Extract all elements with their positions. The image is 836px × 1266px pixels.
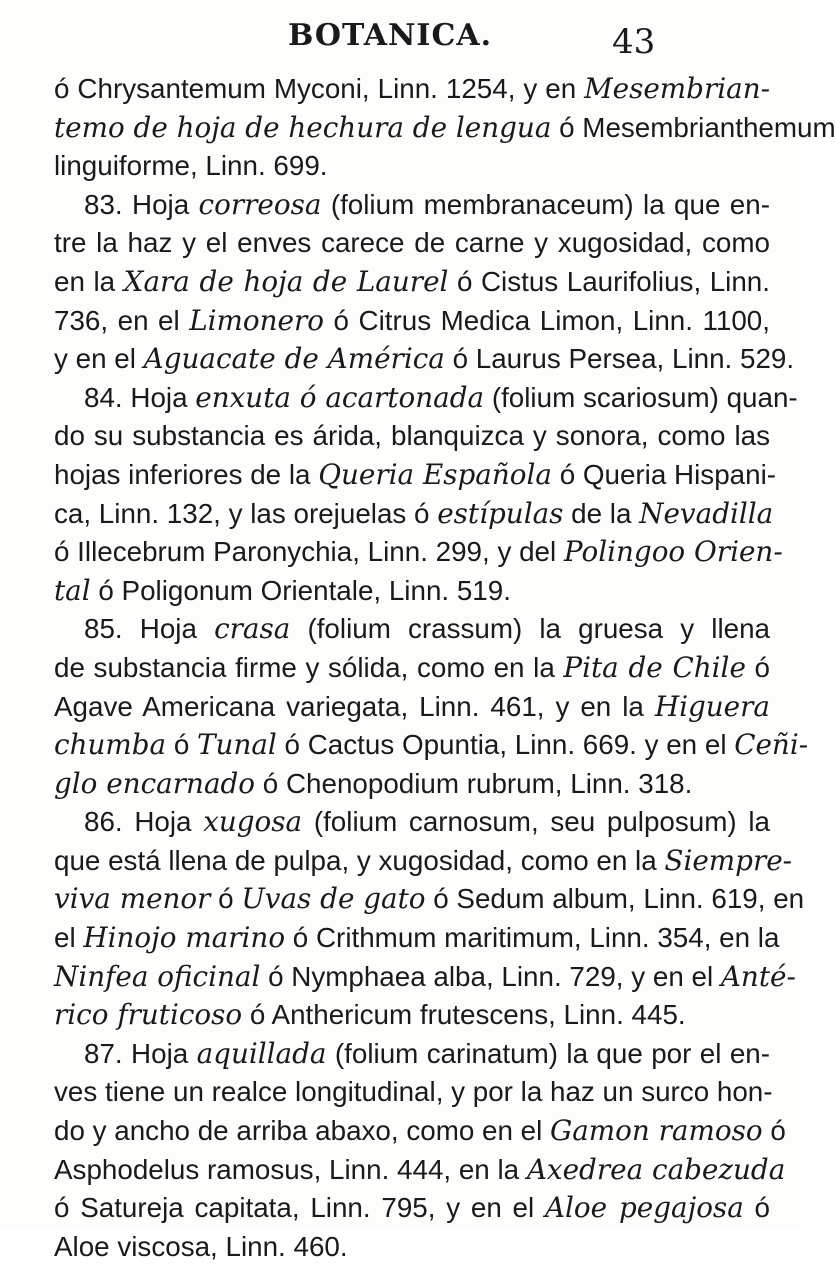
running-title: BOTANICA. [288, 18, 493, 53]
italic-text: temo de hoja de hechura de lengua [54, 110, 552, 144]
text-line [54, 224, 770, 263]
italic-text: Higuera [654, 689, 770, 723]
text-segment: hojas inferiores de la [54, 458, 319, 490]
italic-text: Aguacate de América [143, 342, 445, 376]
italic-text: estípulas [437, 496, 564, 530]
text-segment: ó Poligonum Orientale, Linn. 519. [90, 574, 511, 606]
text-line [54, 302, 770, 341]
text-segment: ó Cistus Laurifolius, Linn. [448, 265, 770, 297]
italic-text: Mesembrian- [584, 72, 770, 105]
text-line [54, 70, 770, 109]
text-segment: ó [762, 1115, 786, 1147]
italic-text: chumba [54, 728, 167, 762]
text-line [54, 533, 783, 572]
text-segment: de substancia firme y sólida, como en la [54, 651, 564, 683]
text-line [54, 495, 774, 534]
text-segment: tre la haz y el enves carece de carne y xugosidad, como [54, 227, 770, 259]
text-segment: ca, Linn. 132, y las orejuelas ó [54, 497, 438, 529]
text-line [54, 263, 770, 302]
body-text [54, 70, 836, 1266]
italic-text: Queria Española [318, 457, 552, 491]
text-segment: do su substancia es árida, blanquizca y sonora, como las [54, 420, 770, 452]
italic-text: Tunal [197, 728, 277, 762]
italic-text: Polingoo Orien- [563, 535, 783, 569]
text-segment: ó [210, 883, 242, 915]
text-segment: 736, en el [54, 304, 190, 336]
text-segment: Asphodelus ramosus, Linn. 444, en la [54, 1153, 527, 1185]
italic-text: aquillada [196, 1036, 327, 1070]
text-segment: (folium scariosum) quan- [484, 381, 798, 413]
text-segment: (folium carinatum) la que por el en- [326, 1037, 770, 1069]
text-line [54, 1035, 770, 1074]
text-line [54, 147, 770, 186]
italic-text: Axedrea cabezuda [526, 1152, 786, 1186]
text-line [54, 109, 836, 148]
text-segment: ó Laurus Persea, Linn. 529. [444, 343, 795, 375]
text-line [54, 1151, 786, 1190]
italic-text: Siempre- [664, 843, 793, 877]
italic-text: rico fruticoso [54, 998, 243, 1032]
text-segment: ó [745, 651, 770, 683]
text-line [54, 340, 795, 379]
page-number: 43 [612, 22, 656, 62]
text-segment: 84. Hoja [84, 381, 196, 413]
text-line [54, 186, 770, 225]
text-segment: ó Cactus Opuntia, Linn. 669. y en el [276, 729, 735, 761]
text-line [54, 842, 793, 881]
text-line [54, 1112, 786, 1151]
italic-text: crasa [214, 612, 291, 646]
text-line [54, 572, 770, 611]
text-segment: (folium crassum) la gruesa y llena [290, 613, 770, 645]
text-segment: 87. Hoja [84, 1037, 197, 1069]
text-segment: ó Mesembrianthemum [551, 111, 836, 143]
italic-text: Nevadilla [639, 496, 774, 530]
text-segment: ó Chrysantemum Myconi, Linn. 1254, y en [54, 73, 585, 104]
text-line [54, 765, 770, 804]
text-segment: ó [743, 1192, 770, 1224]
italic-text: Limonero [189, 303, 325, 337]
text-segment: 86. Hoja [84, 806, 204, 838]
text-segment: y en el [54, 343, 144, 375]
text-line [54, 1228, 770, 1266]
text-line [54, 726, 809, 765]
italic-text: Xara de hoja de Laurel [123, 264, 449, 298]
italic-text: Uvas de gato [241, 882, 426, 916]
text-line [54, 688, 770, 727]
text-segment: (folium carnosum, seu pulposum) la [302, 806, 770, 838]
text-segment: (folium membranaceum) la que en- [321, 188, 770, 220]
text-segment: ó Illecebrum Paronychia, Linn. 299, y del [54, 536, 564, 568]
text-line [54, 610, 770, 649]
text-segment: ó Citrus Medica Limon, Linn. 1100, [324, 304, 770, 336]
text-segment: ó [166, 729, 198, 761]
text-line [54, 1073, 773, 1112]
text-line [54, 919, 780, 958]
text-line [54, 958, 796, 997]
text-segment: Agave Americana variegata, Linn. 461, y en la [54, 690, 655, 722]
text-segment: 85. Hoja [84, 613, 215, 645]
italic-text: Gamon ramoso [550, 1114, 763, 1148]
italic-text: Ninfea oficinal [54, 959, 261, 993]
text-segment: do y ancho de arriba abaxo, como en el [54, 1115, 551, 1147]
italic-text: xugosa [203, 805, 303, 839]
text-segment: que está llena de pulpa, y xugosidad, como en la [54, 844, 665, 876]
text-segment: de la [563, 497, 640, 529]
text-line [54, 803, 770, 842]
running-head [0, 14, 800, 64]
text-line [54, 996, 770, 1035]
italic-text: Hinojo marino [83, 921, 286, 955]
text-line [54, 379, 798, 418]
italic-text: glo encarnado [54, 766, 256, 800]
text-segment: el [54, 922, 84, 954]
italic-text: enxuta ó acartonada [195, 380, 485, 414]
text-segment: ó Chenopodium rubrum, Linn. 318. [255, 767, 693, 799]
text-line [54, 456, 777, 495]
text-segment: linguiforme, Linn. 699. [54, 150, 328, 182]
text-segment: en la [54, 265, 124, 297]
text-segment: ó Satureja capitata, Linn. 795, y en el [54, 1192, 545, 1224]
text-line [54, 417, 770, 456]
text-segment: ó Anthericum frutescens, Linn. 445. [242, 999, 686, 1031]
text-segment: ó Crithmum maritimum, Linn. 354, en la [285, 922, 780, 954]
text-line [54, 880, 805, 919]
text-line [54, 649, 770, 688]
text-segment: ó Queria Hispani- [551, 458, 777, 490]
italic-text: Aloe pegajosa [544, 1191, 744, 1225]
text-segment: Aloe viscosa, Linn. 460. [54, 1230, 348, 1262]
text-segment: ó Nymphaea alba, Linn. 729, y en el [260, 960, 721, 992]
italic-text: correosa [198, 187, 322, 221]
italic-text: Ceñi- [734, 728, 809, 762]
text-line [54, 1189, 770, 1228]
text-segment: 83. Hoja [84, 188, 199, 220]
italic-text: Anté- [720, 959, 796, 993]
text-segment: ó Sedum album, Linn. 619, en [425, 883, 805, 915]
italic-text: tal [54, 573, 91, 607]
italic-text: viva menor [54, 882, 211, 916]
italic-text: Pita de Chile [563, 650, 746, 684]
text-segment: ves tiene un realce longitudinal, y por la haz un surco hon- [54, 1076, 773, 1108]
